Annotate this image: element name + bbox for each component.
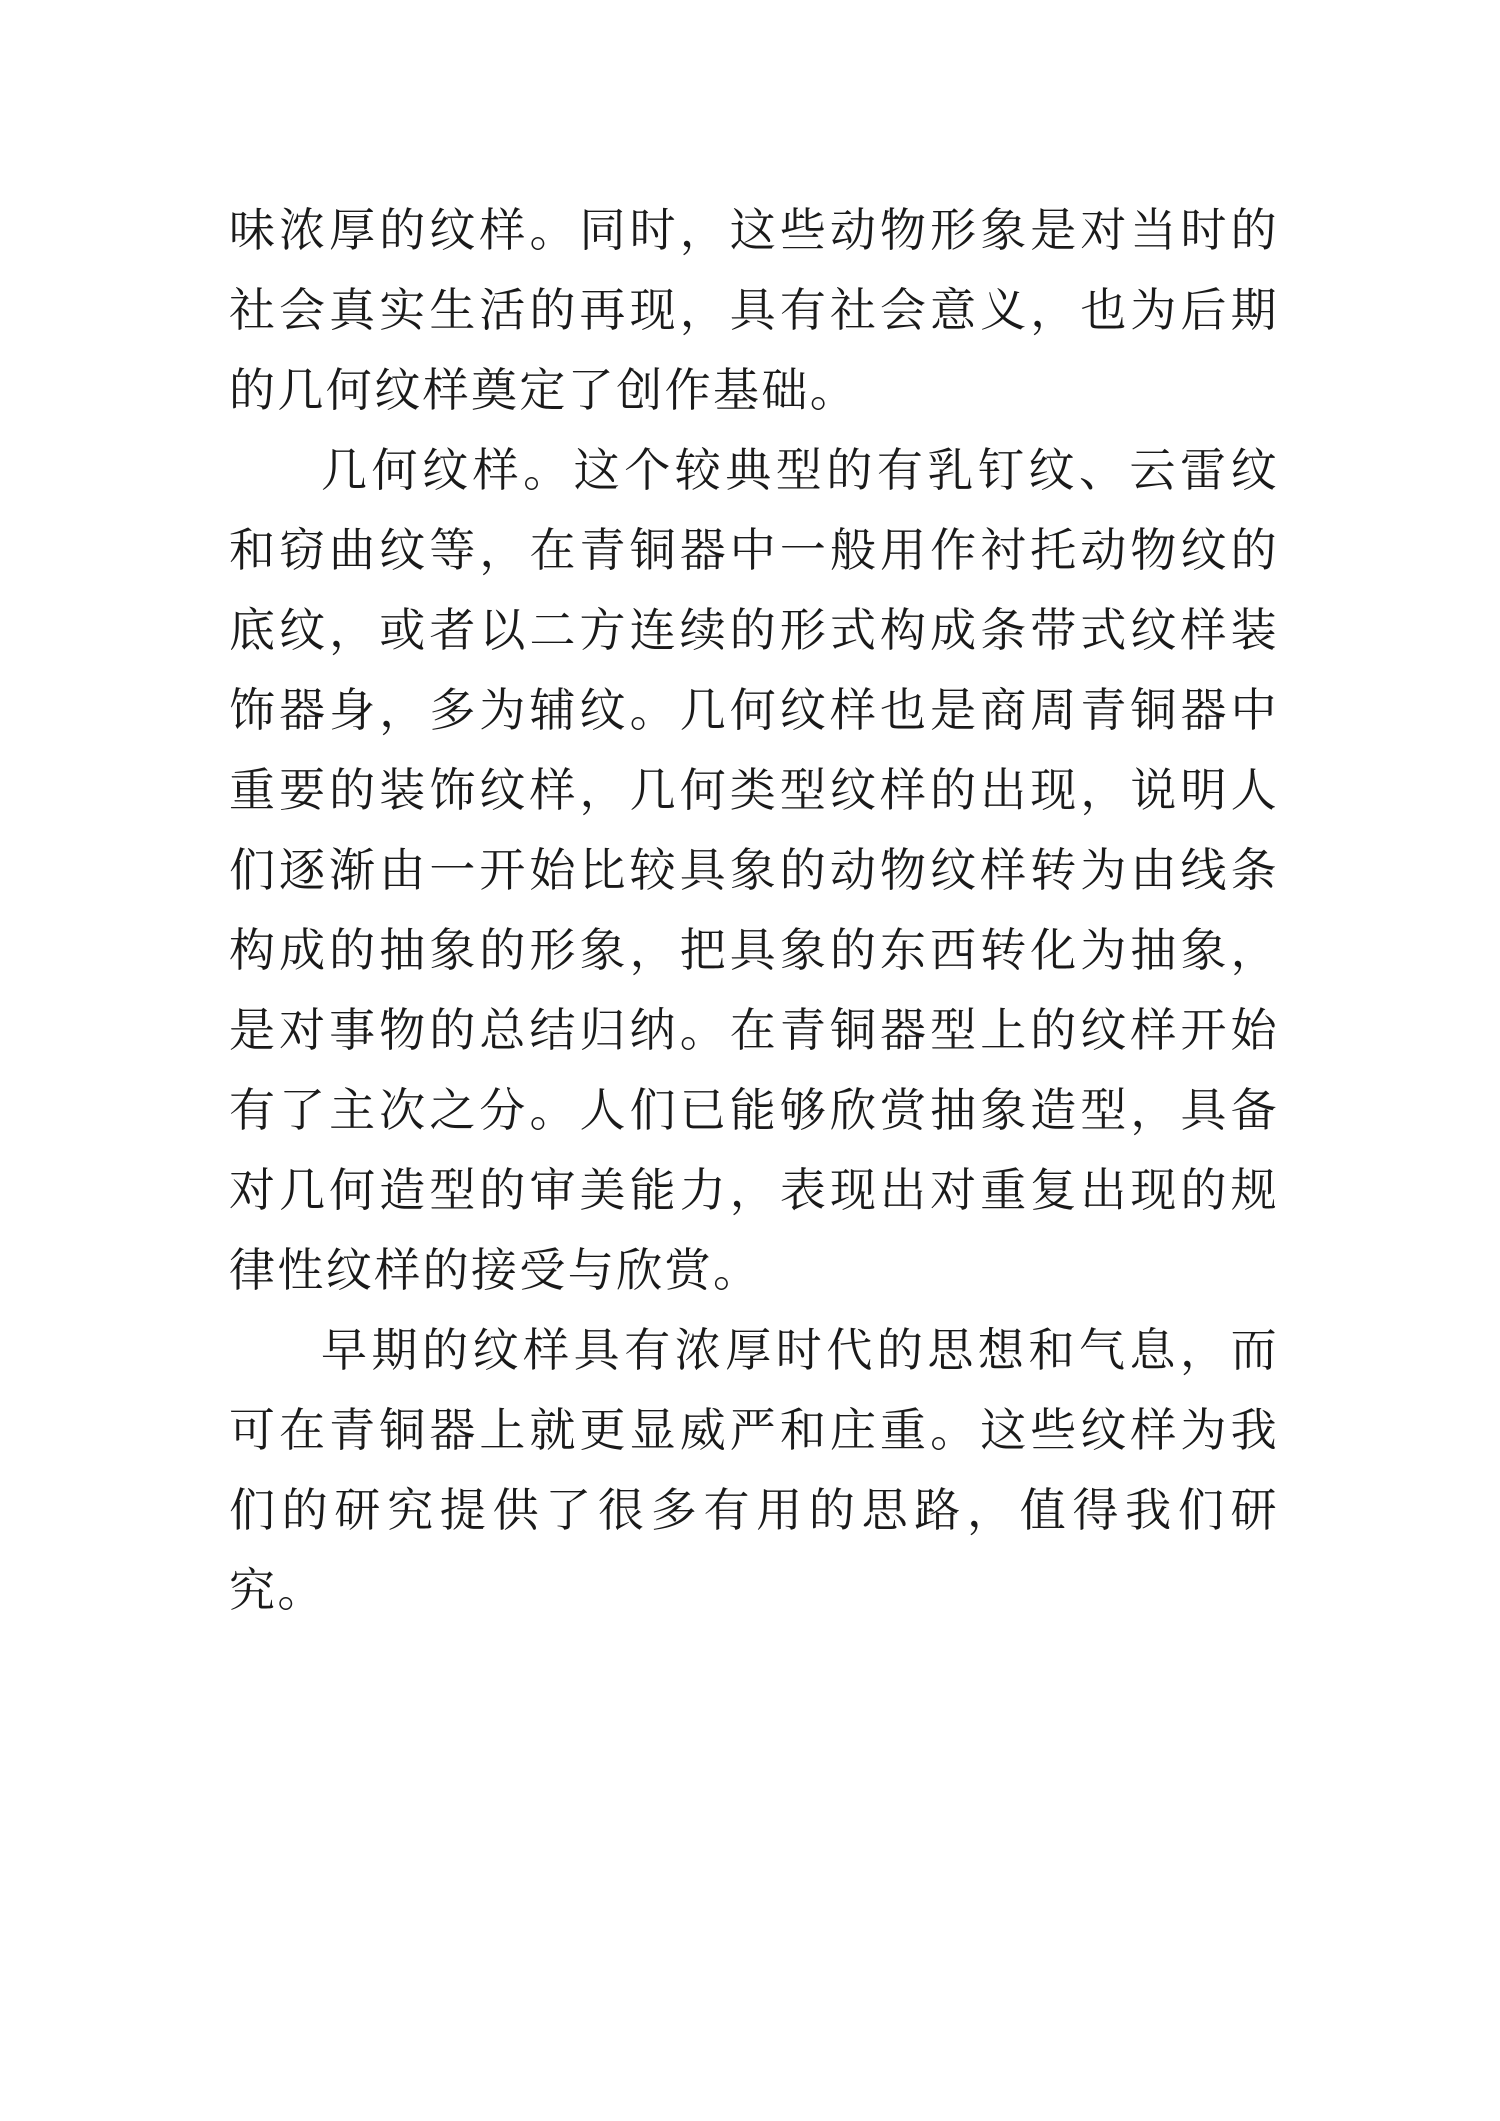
body-text (229, 190, 1279, 1630)
paragraph-continuation: 味浓厚的纹样。同时，这些动物形象是对当时的社会真实生活的再现，具有社会意义，也为后期的几何纹样奠定了创作基础。 (229, 203, 1279, 417)
paragraph-geometric-patterns: 几何纹样。这个较典型的有乳钉纹、云雷纹和窃曲纹等，在青铜器中一般用作衬托动物纹的底纹，或者以二方连续的形式构成条带式纹样装饰器身，多为辅纹。几何纹样也是商周青铜器中重要的装饰纹样，几何类型纹样的出现，说明人们逐渐由一开始比较具象的动物纹样转为由线条构成的抽象的形象，把具象的东西转化为抽象，是对事物的总结归纳。在青铜器型上的纹样开始有了主次之分。人们已能够欣赏抽象造型，具备对几何造型的审美能力，表现出对重复出现的规律性纹样的接受与欣赏。 (229, 443, 1279, 1297)
paragraph-conclusion: 早期的纹样具有浓厚时代的思想和气息，而可在青铜器上就更显威严和庄重。这些纹样为我们的研究提供了很多有用的思路，值得我们研究。 (229, 1323, 1279, 1617)
